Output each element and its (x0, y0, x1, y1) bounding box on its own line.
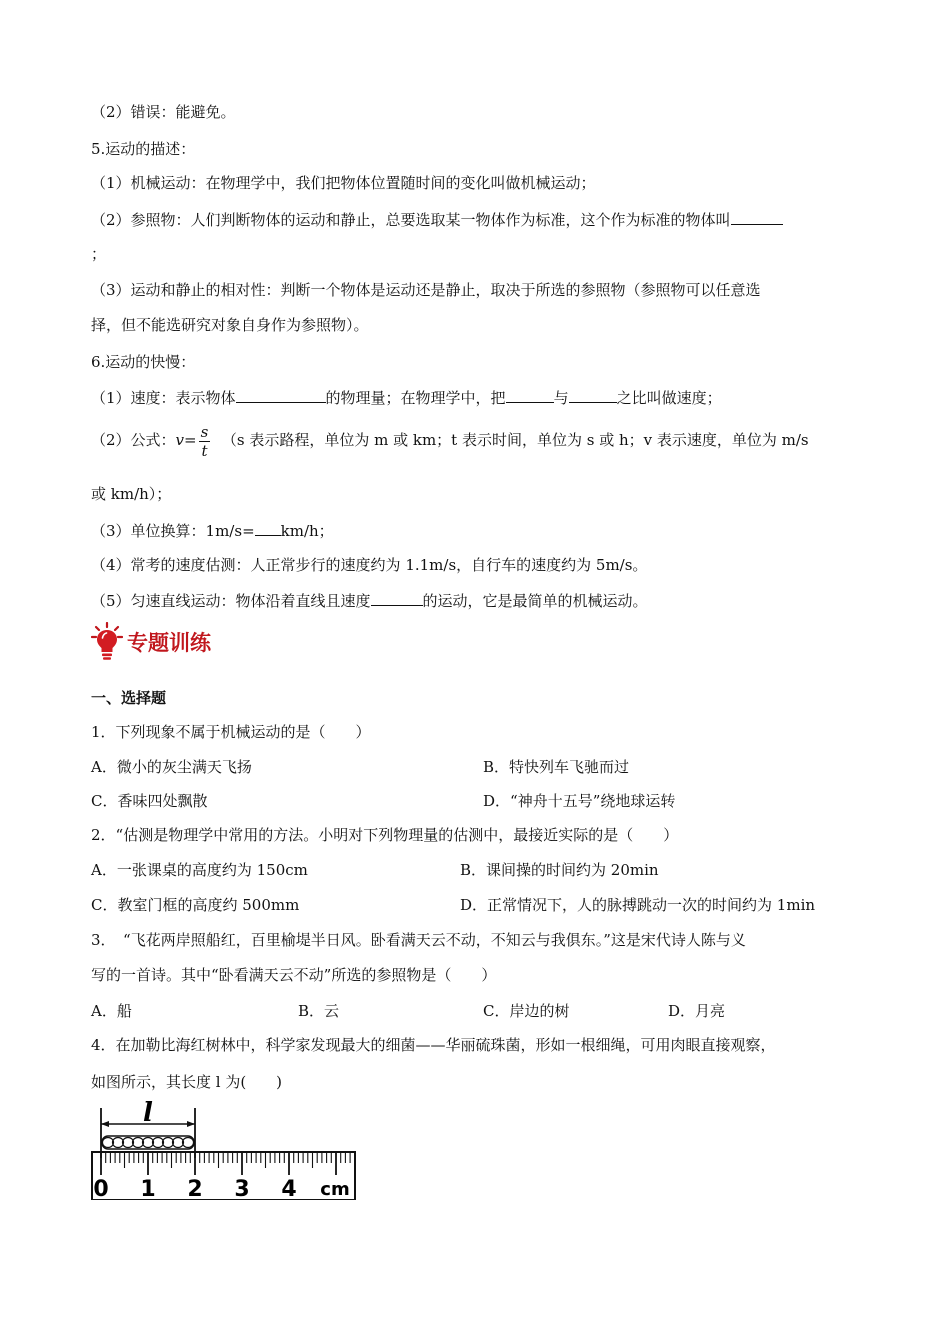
text-speed-b: 的物理量；在物理学中，把 (325, 389, 506, 407)
bacterium-coil (173, 1138, 184, 1148)
text-uniform-motion (91, 590, 648, 611)
text-formula-label: （2）公式： (91, 431, 176, 449)
q3-option-a: A．船 (91, 1002, 132, 1020)
text-reference-object-body: （2）参照物：人们判断物体的运动和静止，总要选取某一物体作为标准，这个作为标准的物体叫 (91, 211, 731, 229)
q1-option-b: B．特快列车飞驰而过 (483, 758, 630, 776)
bacterium-coil (163, 1138, 174, 1148)
text-error-avoidable: （2）错误：能避免。 (91, 103, 236, 121)
question-3-cont: 写的一首诗。其中“卧看满天云不动”所选的参照物是（ ） (91, 966, 497, 984)
text-formula-units: （s 表示路程，单位为 m 或 km；t 表示时间，单位为 s 或 h；v 表示速度，单位为 m/s (221, 431, 809, 449)
question-4: 4．在加勒比海红树林中，科学家发现最大的细菌——华丽硫珠菌，形如一根细绳，可用肉眼直接观察， (91, 1036, 776, 1054)
text-speed-estimates: （4）常考的速度估测：人正常步行的速度约为 1.1m/s，自行车的速度约为 5m/s。 (91, 556, 648, 574)
q2-option-b: B．课间操的时间约为 20min (460, 861, 659, 879)
text-formula-units-cont: 或 km/h）； (91, 485, 172, 503)
question-1: 1．下列现象不属于机械运动的是（ ） (91, 723, 371, 741)
q1-option-d: D．“神舟十五号”绕地球运转 (483, 792, 676, 810)
text-speed-c: 与 (553, 389, 569, 407)
bacterium-coils (103, 1138, 194, 1148)
text-uniform-a: （5）匀速直线运动：物体沿着直线且速度 (91, 592, 371, 610)
ruler-tick-label: 3 (234, 1177, 250, 1200)
text-relativity-cont: 择，但不能选研究对象自身作为参照物）。 (91, 316, 369, 334)
q3-option-d: D．月亮 (668, 1002, 726, 1020)
text-speed-formula (91, 420, 809, 460)
text-reference-object (91, 209, 783, 230)
ruler-tick-label: 4 (281, 1177, 297, 1200)
fill-blank (569, 387, 617, 403)
text-speed-definition (91, 387, 722, 408)
fill-blank (255, 520, 281, 536)
text-relativity: （3）运动和静止的相对性：判断一个物体是运动还是静止，取决于所选的参照物（参照物可以任意选 (91, 281, 761, 299)
section-heading (91, 620, 211, 664)
q1-option-a: A．微小的灰尘满天飞扬 (91, 758, 252, 776)
length-label-l: l (143, 1100, 153, 1128)
lightbulb-icon (91, 622, 123, 662)
formula-v: v (175, 431, 185, 449)
formula-numerator: s (200, 422, 209, 441)
text-semicolon: ； (91, 245, 107, 263)
q2-option-a: A．一张课桌的高度约为 150cm (91, 861, 308, 879)
text-conversion-a: （3）单位换算：1m/s= (91, 522, 255, 540)
fill-blank (731, 209, 783, 225)
bacterium-coil (103, 1138, 114, 1148)
ruler-tick-label: 0 (93, 1177, 109, 1200)
ruler-tick-label: 2 (187, 1177, 203, 1200)
q2-option-d: D．正常情况下，人的脉搏跳动一次的时间约为 1min (460, 896, 816, 914)
text-speed-a: （1）速度：表示物体 (91, 389, 236, 407)
text-conversion-b: km/h； (280, 522, 334, 540)
bacterium-coil (153, 1138, 164, 1148)
heading-motion-description: 5.运动的描述： (91, 140, 196, 158)
fill-blank (236, 387, 326, 403)
heading-speed: 6.运动的快慢： (91, 353, 196, 371)
bacterium-coil (143, 1138, 154, 1148)
formula-fraction (199, 423, 211, 460)
subheading-choice: 一、选择题 (91, 689, 167, 707)
formula-equals: = (184, 431, 197, 449)
fill-blank (371, 590, 423, 606)
question-4-cont: 如图所示，其长度 l 为( ) (91, 1073, 283, 1091)
q3-option-c: C．岸边的树 (483, 1002, 570, 1020)
q2-option-c: C．教室门框的高度约 500mm (91, 896, 300, 914)
q1-option-c: C．香味四处飘散 (91, 792, 208, 810)
bacterium-coil (113, 1138, 124, 1148)
text-mechanical-motion: （1）机械运动：在物理学中，我们把物体位置随时间的变化叫做机械运动； (91, 174, 596, 192)
fill-blank (506, 387, 554, 403)
bacterium-coil (133, 1138, 144, 1148)
heading-title: 专题训练 (127, 631, 211, 655)
ruler-ticks (101, 1153, 350, 1175)
text-unit-conversion (91, 520, 334, 541)
text-uniform-b: 的运动，它是最简单的机械运动。 (422, 592, 648, 610)
bacterium-coil (123, 1138, 134, 1148)
ruler-figure (90, 1100, 360, 1200)
question-2: 2．“估测是物理学中常用的方法。小明对下列物理量的估测中，最接近实际的是（ ） (91, 826, 679, 844)
formula-denominator: t (201, 441, 208, 460)
ruler-unit-label: cm (320, 1179, 350, 1200)
ruler-tick-label: 1 (140, 1177, 156, 1200)
q3-option-b: B．云 (298, 1002, 340, 1020)
text-speed-d: 之比叫做速度； (616, 389, 722, 407)
ruler-labels (93, 1177, 349, 1200)
bacterium-coil (183, 1138, 194, 1148)
question-3: 3． “飞花两岸照船红，百里榆堤半日风。卧看满天云不动，不知云与我俱东。”这是宋代诗人陈与义 (91, 931, 746, 949)
